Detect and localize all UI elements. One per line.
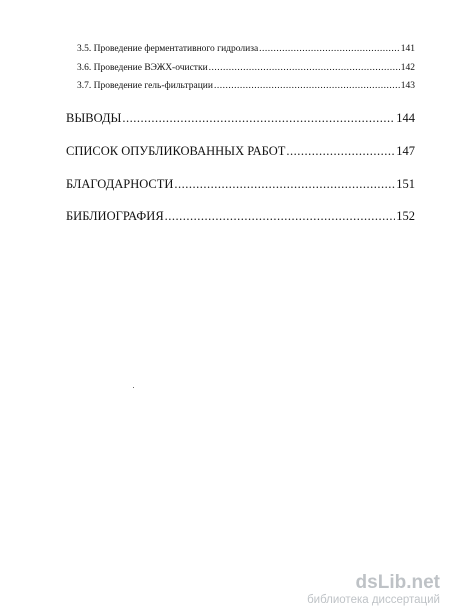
toc-page-number: 151 (396, 177, 415, 191)
toc-main-entry (66, 209, 415, 224)
toc-sub-entry (77, 44, 415, 54)
toc-entry-label: 3.7. Проведение гель-фильтрации (77, 81, 213, 91)
toc-main-entry (66, 144, 415, 159)
watermark (307, 573, 440, 607)
dot-leader (122, 111, 395, 126)
scan-speck (133, 387, 134, 388)
toc-page-number: 152 (396, 209, 415, 223)
toc-sub-entry (77, 63, 415, 73)
toc-page-number: 144 (396, 111, 415, 125)
toc-main-entry (66, 111, 415, 126)
toc-entry-label: БЛАГОДАРНОСТИ (66, 177, 174, 191)
toc-page-number: 141 (400, 44, 415, 54)
toc-page-number: 142 (400, 63, 415, 73)
toc-entry-label: СПИСОК ОПУБЛИКОВАННЫХ РАБОТ (66, 144, 286, 158)
watermark-subtitle: библиотека диссертаций (307, 594, 440, 606)
dot-leader (165, 209, 396, 224)
dot-leader (259, 44, 400, 54)
toc-entry-label: ВЫВОДЫ (66, 111, 122, 125)
dot-leader (214, 81, 400, 91)
toc-entry-label: 3.5. Проведение ферментативного гидролиза (77, 44, 259, 54)
toc-sub-entry (77, 81, 415, 91)
dot-leader (174, 177, 395, 192)
dot-leader (286, 144, 395, 159)
toc-page-number: 147 (396, 144, 415, 158)
toc-entry-label: БИБЛИОГРАФИЯ (66, 209, 164, 223)
toc-main-entry (66, 177, 415, 192)
toc-entry-label: 3.6. Проведение ВЭЖХ-очистки (77, 63, 208, 73)
dot-leader (209, 63, 400, 73)
watermark-brand: dsLib.net (355, 572, 440, 593)
toc-page-number: 143 (400, 81, 415, 91)
